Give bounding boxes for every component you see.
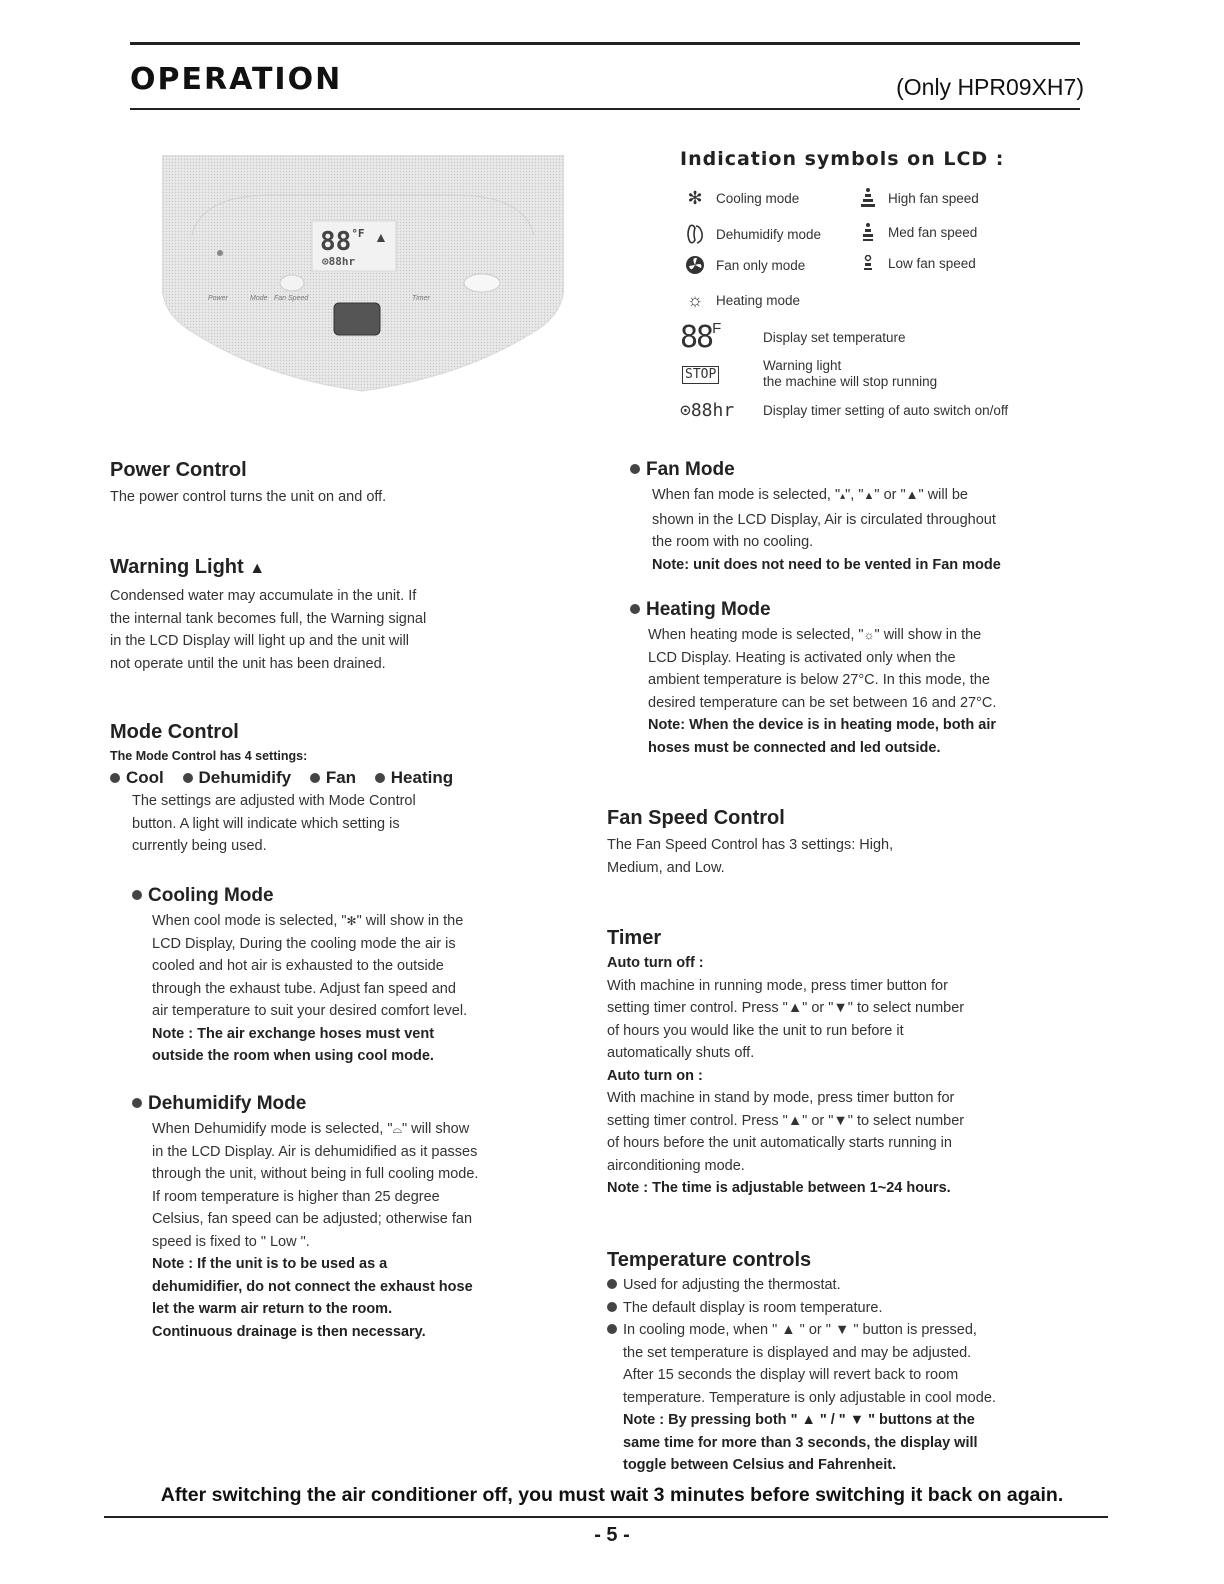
fan-mode-text: [652, 484, 1110, 576]
cooling-line-2: cooled and hot air is exhausted to the outside: [152, 958, 444, 974]
mode-control-section: [110, 720, 580, 858]
warning-light-line-2: the machine will stop running: [763, 374, 938, 389]
high-fan-icon: [858, 188, 878, 208]
dehumidify-mode-section: [132, 1092, 582, 1343]
power-led: [217, 250, 223, 256]
right-button-shape: [464, 274, 500, 292]
power-control-heading: Power Control: [110, 459, 247, 481]
fan-speed-text: [607, 834, 1087, 879]
fan-text-after: " will be: [918, 487, 968, 503]
warning-light-label: [763, 358, 937, 390]
temperature-item-2-text: The default display is room temperature.: [623, 1299, 883, 1316]
set-temp-symbol: [680, 320, 719, 355]
control-panel-drawing: [162, 155, 564, 395]
page-title: OPERATION: [130, 62, 343, 97]
timer-symbol-digits: 88hr: [690, 400, 735, 421]
med-fan-icon: [858, 223, 878, 241]
auto-on-line-1: With machine in stand by mode, press timer button for: [607, 1090, 955, 1106]
lcd-symbols-title: Indication symbols on LCD :: [680, 148, 1005, 170]
fan-text-before: When fan mode is selected, ": [652, 487, 841, 503]
warning-light-heading: [110, 555, 580, 581]
warning-light-text: [110, 585, 580, 675]
temperature-item-3-line-3: After 15 seconds the display will revert back to room: [623, 1367, 959, 1383]
cooling-symbol-icon: ✻: [346, 914, 357, 928]
warning-light-line-1: Warning light: [763, 358, 842, 373]
auto-on-heading: Auto turn on :: [607, 1067, 703, 1084]
lcd-fan-med-label: Med fan speed: [888, 224, 978, 240]
fan-mode-line-1: shown in the LCD Display, Air is circulated throughout: [652, 511, 996, 528]
warning-light-heading-text: Warning Light: [110, 556, 244, 578]
heating-line-3: desired temperature can be set between 16 and 27°C.: [648, 694, 997, 711]
timer-note: Note : The time is adjustable between 1~24 hours.: [607, 1180, 951, 1196]
bullet-icon: [607, 1279, 617, 1289]
mode-control-line-3: currently being used.: [132, 838, 267, 854]
page-number: - 5 -: [594, 1524, 630, 1546]
bullet-icon: [310, 773, 320, 783]
heating-line-0: [648, 624, 1110, 647]
temperature-item-3: [607, 1319, 1097, 1477]
heating-note-line-2: hoses must be connected and led outside.: [648, 739, 941, 756]
setting-cool: Cool: [126, 768, 164, 787]
temperature-item-3-line-1: In cooling mode, when " ▲ " or " ▼ " button is pressed,: [623, 1322, 977, 1338]
lcd-mode-heating: [680, 290, 800, 311]
panel-temp-display: [320, 227, 365, 257]
temperature-controls-text: [607, 1274, 1097, 1477]
warning-line-4: not operate until the unit has been drained.: [110, 655, 386, 672]
heating-mode-heading-text: Heating Mode: [646, 599, 771, 620]
bullet-icon: [607, 1302, 617, 1312]
panel-label-mode: Mode: [250, 295, 268, 302]
set-temp-digits: 88: [680, 320, 713, 355]
cooling-note-line-1: Note : The air exchange hoses must vent: [152, 1025, 435, 1042]
heating-icon: ☼: [686, 290, 704, 310]
auto-on-line-2: setting timer control. Press "▲" or "▼" to select number: [607, 1112, 965, 1129]
dehumidify-note-line-4: Continuous drainage is then necessary.: [152, 1323, 426, 1340]
panel-label-fan-speed: Fan Speed: [274, 295, 309, 302]
timer-symbol: [680, 400, 734, 421]
dehumidify-line-1: in the LCD Display. Air is dehumidified as it passes: [152, 1143, 478, 1160]
set-temp-label: Display set temperature: [763, 330, 906, 345]
panel-timer-display: ⊙88hr: [322, 255, 356, 268]
panel-temp-unit: °F: [351, 227, 365, 240]
dehumidify-text-before: When Dehumidify mode is selected, ": [152, 1121, 393, 1137]
mode-control-line-1: The settings are adjusted with Mode Control: [132, 793, 416, 809]
cooling-icon: ✻: [687, 188, 703, 208]
warning-line-2: the internal tank becomes full, the Warning signal: [110, 610, 427, 627]
warning-line-1: Condensed water may accumulate in the unit. If: [110, 588, 417, 604]
auto-on-line-4: airconditioning mode.: [607, 1157, 745, 1174]
fan-speed-line-1: The Fan Speed Control has 3 settings: High,: [607, 837, 894, 853]
auto-off-heading: Auto turn off :: [607, 955, 704, 971]
temperature-note-line-2: same time for more than 3 seconds, the display will: [623, 1434, 978, 1451]
temperature-item-1-text: Used for adjusting the thermostat.: [623, 1277, 841, 1293]
bullet-icon: [110, 773, 120, 783]
dehumidify-note-line-1: Note : If the unit is to be used as a: [152, 1256, 388, 1272]
temperature-controls-section: [607, 1248, 1097, 1477]
model-label: (Only HPR09XH7): [896, 74, 1084, 100]
dehumidify-symbol-icon: ⌓: [392, 1122, 402, 1136]
auto-off-line-2: setting timer control. Press "▲" or "▼" to select number: [607, 1000, 965, 1016]
fan-mode-line-0: [652, 484, 1110, 509]
auto-off-line-4: automatically shuts off.: [607, 1045, 755, 1061]
bullet-icon: [630, 604, 640, 614]
temperature-item-3-line-2: the set temperature is displayed and may be adjusted.: [623, 1344, 972, 1361]
panel-label-timer: Timer: [412, 295, 430, 302]
setting-dehumidify: Dehumidify: [198, 768, 292, 787]
bullet-icon: [630, 464, 640, 474]
lcd-mode-fan: [680, 255, 805, 275]
bullet-icon: [607, 1324, 617, 1334]
timer-heading: Timer: [607, 927, 662, 949]
temperature-item-1: [607, 1274, 1097, 1297]
top-rule: [130, 42, 1080, 45]
fan-speed-heading: Fan Speed Control: [607, 807, 785, 829]
dehumidify-note-line-2: dehumidifier, do not connect the exhaust hose: [152, 1278, 473, 1295]
panel-timer-digits: 88hr: [328, 255, 356, 268]
dehumidify-mode-heading-text: Dehumidify Mode: [148, 1093, 307, 1114]
cooling-text-before: When cool mode is selected, ": [152, 913, 347, 929]
lcd-fan-low-label: Low fan speed: [888, 255, 976, 271]
temperature-item-2: [607, 1297, 1097, 1320]
stop-icon: [682, 366, 719, 384]
temperature-item-3-line-4: temperature. Temperature is only adjustable in cool mode.: [623, 1389, 996, 1406]
fan-mode-line-2: the room with no cooling.: [652, 534, 814, 550]
lcd-fan-low: [858, 255, 976, 271]
temperature-controls-heading: Temperature controls: [607, 1249, 812, 1271]
timer-text: [607, 952, 1097, 1200]
header-rule: [130, 108, 1080, 110]
lcd-mode-cooling: [680, 188, 799, 209]
clock-icon: ⊙: [680, 400, 691, 421]
fan-text-sep1: ", ": [845, 487, 864, 503]
stop-symbol-text: STOP: [685, 367, 717, 382]
cooling-line-0: [152, 910, 572, 933]
control-panel-illustration: [162, 155, 564, 395]
dehumidify-line-0: [152, 1118, 582, 1141]
power-control-section: [110, 458, 580, 509]
mode-control-text: [132, 790, 580, 858]
mode-control-line-2: button. A light will indicate which setting is: [132, 815, 400, 832]
heating-line-2: ambient temperature is below 27°C. In this mode, the: [648, 672, 990, 688]
fan-mode-section: [630, 458, 1110, 576]
cooling-mode-text: [152, 910, 572, 1068]
cooling-mode-heading-text: Cooling Mode: [148, 885, 274, 906]
bullet-icon: [375, 773, 385, 783]
dehumidify-mode-text: [152, 1118, 582, 1343]
power-control-text: The power control turns the unit on and off.: [110, 489, 387, 505]
footer-warning: After switching the air conditioner off, you must wait 3 minutes before switching it back on again.: [160, 1484, 1064, 1506]
dehumidify-line-4: Celsius, fan speed can be adjusted; otherwise fan: [152, 1211, 473, 1227]
panel-fan-bars-icon: ▲: [374, 229, 388, 245]
heating-line-1: LCD Display. Heating is activated only when the: [648, 649, 956, 666]
fan-mode-heading-text: Fan Mode: [646, 459, 735, 480]
setting-heating: Heating: [390, 768, 454, 787]
dehumidify-line-2: through the unit, without being in full cooling mode.: [152, 1166, 479, 1182]
lcd-mode-heating-label: Heating mode: [716, 293, 801, 308]
lcd-mode-fan-label: Fan only mode: [716, 257, 806, 273]
lcd-mode-dehumidify: [680, 223, 821, 245]
timer-section: [607, 926, 1097, 1200]
dehumidify-mode-heading: [132, 1092, 582, 1116]
bullet-icon: [132, 1098, 142, 1108]
temperature-note-line-3: toggle between Celsius and Fahrenheit.: [623, 1457, 897, 1473]
dehumidify-text-after: " will show: [401, 1121, 470, 1137]
mode-settings-list: [110, 768, 580, 788]
heating-text-before: When heating mode is selected, ": [648, 627, 864, 643]
heating-mode-text: [648, 624, 1110, 759]
dehumidify-line-5: speed is fixed to " Low ".: [152, 1233, 310, 1250]
setting-fan: Fan: [325, 768, 357, 787]
lcd-mode-dehumidify-label: Dehumidify mode: [716, 226, 822, 242]
mode-control-subheading: The Mode Control has 4 settings:: [110, 749, 308, 763]
lcd-fan-high: [858, 188, 979, 208]
temperature-note-line-1: Note : By pressing both " ▲ " / " ▼ " buttons at the: [623, 1412, 975, 1428]
warning-light-section: [110, 555, 580, 675]
mode-control-heading: Mode Control: [110, 721, 239, 743]
auto-on-line-3: of hours before the unit automatically starts running in: [607, 1135, 952, 1151]
heating-note-line-1: Note: When the device is in heating mode, both air: [648, 717, 997, 733]
heating-text-after: " will show in the: [874, 627, 982, 643]
timer-label: Display timer setting of auto switch on/off: [763, 403, 1009, 418]
left-button-shape: [280, 275, 304, 291]
dehumidify-line-3: If room temperature is higher than 25 degree: [152, 1188, 440, 1205]
panel-temp-digits: 88: [320, 227, 352, 257]
footer-rule: [104, 1516, 1108, 1518]
high-fan-icon: ▲: [905, 487, 919, 502]
dehumidify-note-line-3: let the warm air return to the room.: [152, 1301, 393, 1317]
bullet-icon: [132, 890, 142, 900]
low-fan-icon: ▴: [840, 491, 846, 502]
med-fan-icon: ▲: [863, 490, 875, 502]
lcd-mode-cooling-label: Cooling mode: [716, 191, 800, 206]
fan-mode-note: Note: unit does not need to be vented in Fan mode: [652, 556, 1001, 573]
cooling-mode-section: [132, 884, 572, 1068]
fan-mode-heading: [630, 458, 1110, 482]
temperature-item-3-body: [623, 1319, 996, 1477]
cooling-line-4: air temperature to suit your desired comfort level.: [152, 1003, 468, 1019]
cooling-line-3: through the exhaust tube. Adjust fan speed and: [152, 980, 456, 997]
auto-off-line-3: of hours you would like the unit to run before it: [607, 1022, 904, 1039]
heating-mode-section: [630, 598, 1110, 759]
cooling-line-1: LCD Display, During the cooling mode the air is: [152, 935, 456, 952]
fan-text-sep2: " or ": [874, 487, 906, 503]
dehumidify-icon: [680, 223, 710, 245]
heating-mode-heading: [630, 598, 1110, 622]
warning-line-3: in the LCD Display will light up and the unit will: [110, 633, 410, 649]
fan-speed-line-2: Medium, and Low.: [607, 859, 725, 876]
heating-symbol-icon: ☼: [863, 628, 875, 642]
auto-off-line-1: With machine in running mode, press timer button for: [607, 977, 948, 994]
warning-triangle-icon: ▲: [249, 560, 266, 577]
cooling-text-after: " will show in the: [356, 913, 464, 929]
cooling-note-line-2: outside the room when using cool mode.: [152, 1048, 434, 1064]
lcd-fan-med: [858, 223, 977, 241]
cooling-mode-heading: [132, 884, 572, 908]
fan-icon: [680, 255, 710, 275]
set-temp-unit: F: [712, 320, 720, 337]
panel-label-power: Power: [208, 295, 228, 302]
bullet-icon: [183, 773, 193, 783]
fan-speed-section: [607, 806, 1087, 879]
center-button: [334, 303, 380, 335]
low-fan-icon: [858, 255, 878, 271]
lcd-fan-high-label: High fan speed: [888, 190, 979, 206]
